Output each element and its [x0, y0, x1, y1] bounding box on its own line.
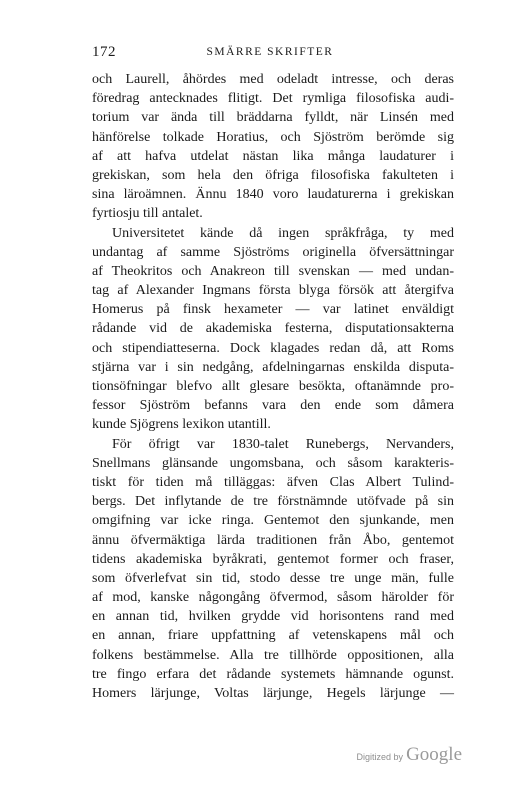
text-line: bergs. Det inflytande de tre förstnämnde utöfvade på sin [92, 494, 454, 510]
page-number: 172 [92, 44, 116, 60]
body-text [92, 70, 454, 703]
google-logo: Google [406, 744, 462, 765]
text-line: tionsöfningar blefvo allt glesare besökta, oftanämnde pro- [92, 379, 454, 394]
paragraph [92, 435, 454, 704]
text-line: kunde Sjögrens lexikon utantill. [92, 417, 271, 433]
text-line: torium var ända till bräddarna fylldt, när Linsén med [92, 110, 454, 126]
text-line: tag af Alexander Ingmans första blyga försök att återgifva [92, 283, 454, 299]
text-line: Homerus på finsk hexameter — var latinet enväldigt [92, 302, 454, 318]
text-line: Snellmans glänsande ungomsbana, och såsom karakteris- [92, 455, 454, 471]
watermark-prefix: Digitized by [356, 752, 404, 762]
text-line: som öfverlefvat sin tid, stodo desse tre unge män, fulle [92, 570, 454, 586]
paragraph [92, 224, 454, 435]
text-line: stjärna var i sin nedgång, afdelningarnas enskilda disputa- [92, 359, 454, 375]
text-line: och stipendiatteserna. Dock klagades redan då, att Roms [92, 340, 454, 356]
text-line: tidens akademiska byråkrati, gentemot former och fraser, [92, 551, 454, 567]
paragraph [92, 70, 454, 224]
text-line: omgifning var icke ringa. Gentemot den sjunkande, men [92, 513, 454, 529]
running-head: SMÄRRE SKRIFTER [206, 46, 334, 58]
text-line: sina läroämnen. Ännu 1840 voro laudaturerna i grekiskan [92, 187, 454, 203]
text-line: grekiskan, som hela den öfriga filosofiska fakulteten i [92, 167, 454, 183]
text-line: af mod, kanske någongång öfvermod, såsom härolder för [92, 590, 454, 606]
text-line: hänförelse tolkade Horatius, och Sjöström berömde sig [92, 129, 454, 145]
text-line: en annan tid, hvilken grydde vid horisontens rand med [92, 609, 454, 625]
text-line: tiskt för tiden må tilläggas: äfven Clas Albert Tulind- [92, 474, 454, 490]
text-line: ännu öfvermäktiga lärda traditionen från Åbo, gentemot [92, 532, 454, 548]
text-line: tre fingo erfara det rådande systemets hämnande ogunst. [92, 666, 454, 682]
text-line: För öfrigt var 1830-talet Runebergs, Nervanders, [112, 436, 454, 452]
text-line: folkens bestämmelse. Alla tre tillhörde oppositionen, alla [92, 647, 454, 663]
text-line: rådande vid de akademiska festerna, disputationsakterna [92, 321, 454, 337]
text-line: och Laurell, åhördes med odeladt intresse, och deras [92, 72, 454, 87]
text-line: Universitetet kände då ingen språkfråga, ty med [112, 225, 454, 241]
text-line: fyrtiosju till antalet. [92, 206, 203, 222]
text-line: af Theokritos och Anakreon till svenskan — med undan- [92, 263, 454, 279]
text-line: fessor Sjöström befanns vara den ende som dåmera [92, 398, 454, 414]
text-line: en annan, friare uppfattning af vetenskapens mål och [92, 628, 454, 644]
text-line: af att hafva utdelat nästan lika många laudaturer i [92, 148, 454, 164]
text-line: Homers lärjunge, Voltas lärjunge, Hegels lärjunge — [92, 686, 454, 701]
digitized-by-watermark [357, 744, 462, 766]
text-line: föredrag antecknades flitigt. Det rymliga filosofiska audi- [92, 91, 454, 107]
text-line: undantag af samme Sjöströms originella öfversättningar [92, 244, 454, 260]
